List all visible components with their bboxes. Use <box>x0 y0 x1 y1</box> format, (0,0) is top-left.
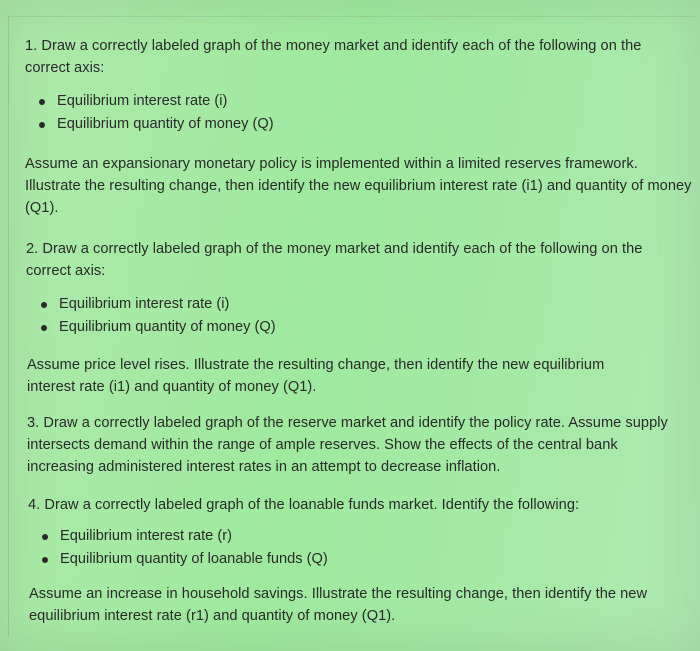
question-2-prompt: 2. Draw a correctly labeled graph of the money market and identify each of the following on the correct axis: <box>26 241 643 279</box>
bullet-dot <box>41 325 47 331</box>
question-4-bullet-1 <box>40 525 328 548</box>
question-3-prompt: 3. Draw a correctly labeled graph of the reserve market and identify the policy rate. Assume supply intersects demand within the range of ample reserves. Show the effects of the central bank increasing administered interest rates in an attempt to decrease inflation. <box>27 415 668 475</box>
question-4-prompt: 4. Draw a correctly labeled graph of the loanable funds market. Identify the following: <box>28 497 580 513</box>
question-2-bullet-2 <box>39 316 276 339</box>
bullet-dot <box>41 302 47 308</box>
bullet-text: Equilibrium quantity of loanable funds (Q) <box>60 551 328 567</box>
question-4-followup: Assume an increase in household savings. Illustrate the resulting change, then identify the new equilibrium interest rate (r1) and quantity of money (Q1). <box>29 586 648 624</box>
question-2-bullet-1 <box>39 293 276 316</box>
bullet-text: Equilibrium interest rate (r) <box>60 528 232 544</box>
bullet-text: Equilibrium interest rate (i) <box>59 296 230 312</box>
bullet-text: Equilibrium interest rate (i) <box>57 93 228 109</box>
question-4-bullets <box>40 525 328 571</box>
bullet-dot <box>42 534 48 540</box>
bullet-dot <box>39 122 45 128</box>
bullet-text: Equilibrium quantity of money (Q) <box>57 116 274 132</box>
question-1-followup: Assume an expansionary monetary policy is implemented within a limited reserves framework. Illustrate the resulting change, then identify the new equilibrium interest rate (i1) and quantity of money (Q1). <box>25 156 692 216</box>
bullet-dot <box>42 557 48 563</box>
question-1-bullets <box>37 90 274 136</box>
question-1-bullet-1 <box>37 90 274 113</box>
question-1-prompt: 1. Draw a correctly labeled graph of the money market and identify each of the following on the correct axis: <box>25 38 642 76</box>
question-2-bullets <box>39 293 276 339</box>
bullet-text: Equilibrium quantity of money (Q) <box>59 319 276 335</box>
bullet-dot <box>39 99 45 105</box>
question-2-followup: Assume price level rises. Illustrate the resulting change, then identify the new equilibrium interest rate (i1) and quantity of money (Q1). <box>27 357 605 395</box>
question-1-bullet-2 <box>37 113 274 136</box>
question-4-bullet-2 <box>40 548 328 571</box>
worksheet-page <box>8 16 695 637</box>
